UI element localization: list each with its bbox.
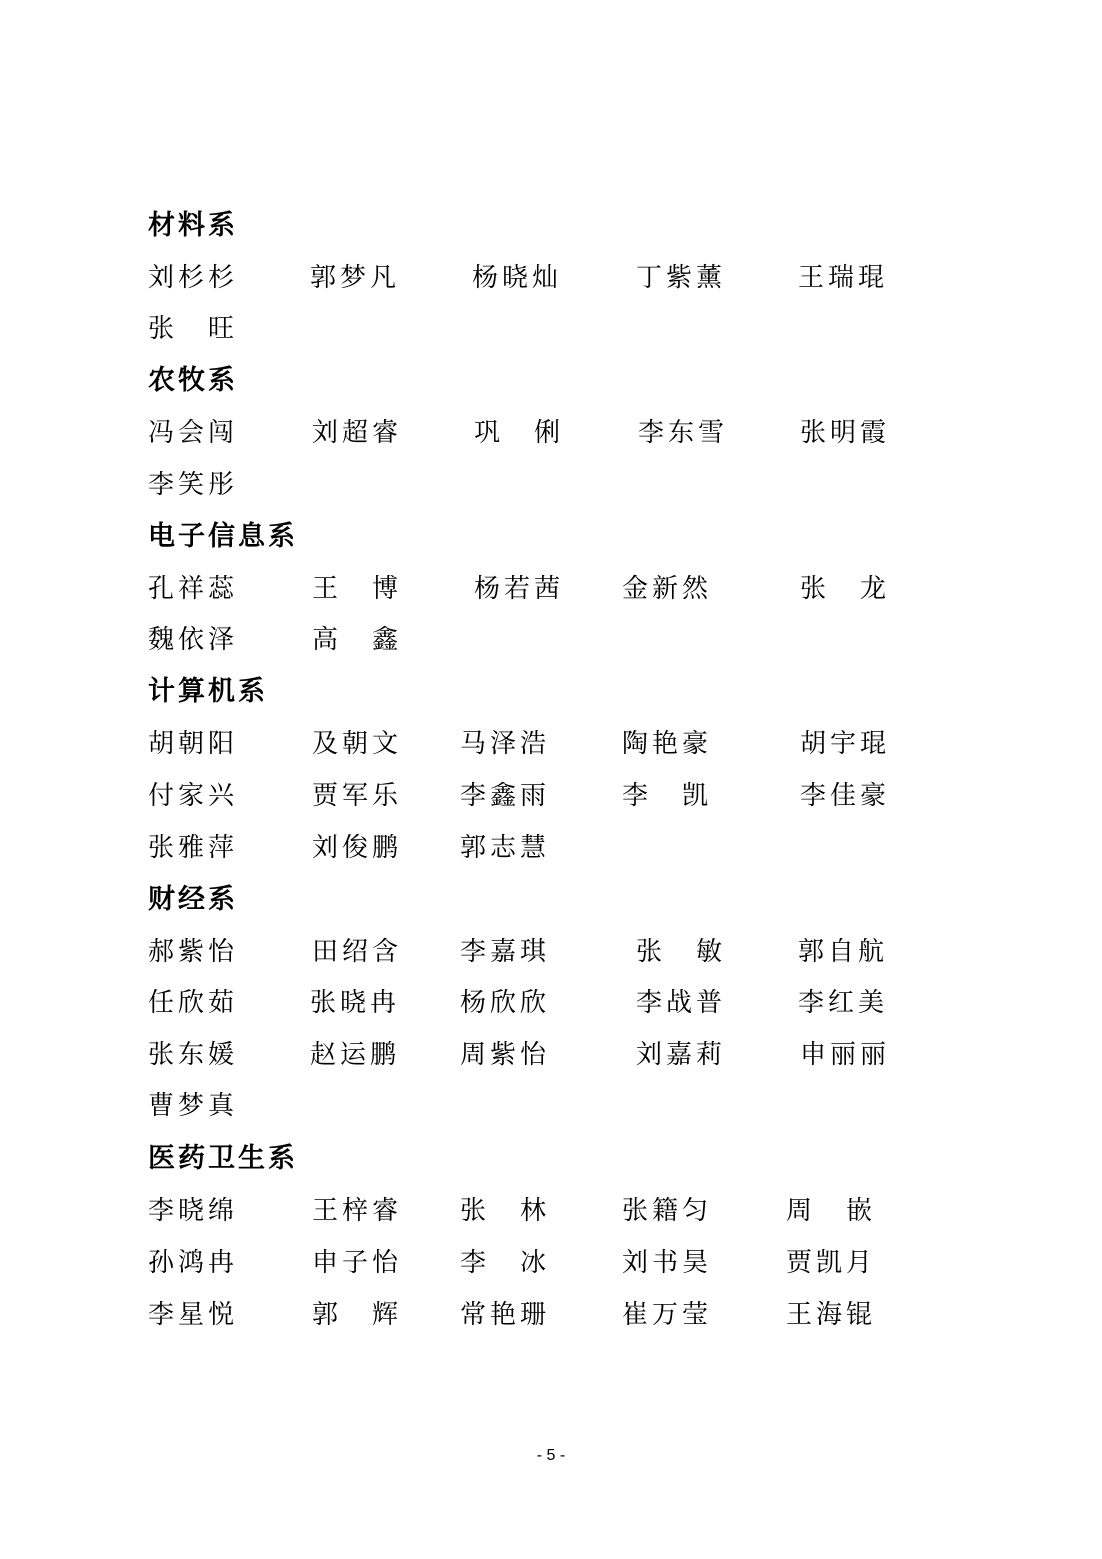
name-cell: 郭 辉 xyxy=(312,1300,403,1330)
name-cell: 郭志慧 xyxy=(460,833,551,863)
name-cell: 李战普 xyxy=(636,988,727,1018)
section-heading-agriculture: 农牧系 xyxy=(148,365,238,396)
name-cell: 李晓绵 xyxy=(148,1196,239,1226)
name-cell: 任欣茹 xyxy=(148,988,239,1018)
name-cell: 李东雪 xyxy=(638,418,729,448)
name-cell: 张 旺 xyxy=(148,314,239,344)
name-cell: 郭自航 xyxy=(798,937,889,967)
name-cell: 王梓睿 xyxy=(312,1196,403,1226)
name-cell: 张籍匀 xyxy=(622,1196,713,1226)
name-cell: 张 敏 xyxy=(636,937,727,967)
name-cell: 常艳珊 xyxy=(460,1300,551,1330)
name-cell: 马泽浩 xyxy=(460,729,551,759)
name-cell: 张明霞 xyxy=(800,418,891,448)
name-cell: 付家兴 xyxy=(148,781,239,811)
name-cell: 王 博 xyxy=(312,574,403,604)
name-cell: 贾军乐 xyxy=(312,781,403,811)
name-cell: 李红美 xyxy=(798,988,889,1018)
name-cell: 孙鸿冉 xyxy=(148,1248,239,1278)
name-cell: 胡宇琨 xyxy=(800,729,891,759)
name-cell: 张东媛 xyxy=(148,1040,239,1070)
page-number: - 5 - xyxy=(536,1447,566,1464)
name-cell: 冯会闯 xyxy=(148,418,239,448)
name-cell: 陶艳豪 xyxy=(622,729,713,759)
name-cell: 赵运鹏 xyxy=(310,1040,401,1070)
name-cell: 金新然 xyxy=(622,574,713,604)
name-cell: 申丽丽 xyxy=(800,1040,891,1070)
section-heading-medicine: 医药卫生系 xyxy=(148,1143,298,1174)
name-cell: 张晓冉 xyxy=(310,988,401,1018)
name-cell: 李嘉琪 xyxy=(460,937,551,967)
name-cell: 李佳豪 xyxy=(800,781,891,811)
name-cell: 孔祥蕊 xyxy=(148,574,239,604)
section-heading-materials: 材料系 xyxy=(148,210,238,241)
name-cell: 李鑫雨 xyxy=(460,781,551,811)
name-cell: 及朝文 xyxy=(312,729,403,759)
name-cell: 郝紫怡 xyxy=(148,937,239,967)
name-cell: 刘书昊 xyxy=(622,1248,713,1278)
name-cell: 杨若茜 xyxy=(474,574,565,604)
name-cell: 刘俊鹏 xyxy=(312,833,403,863)
name-cell: 李 凯 xyxy=(622,781,713,811)
name-cell: 胡朝阳 xyxy=(148,729,239,759)
name-cell: 李 冰 xyxy=(460,1248,551,1278)
name-cell: 王海锟 xyxy=(786,1300,877,1330)
name-cell: 杨晓灿 xyxy=(472,263,563,293)
name-cell: 曹梦真 xyxy=(148,1091,239,1121)
name-cell: 丁紫薰 xyxy=(636,263,727,293)
name-cell: 田绍含 xyxy=(312,937,403,967)
name-cell: 崔万莹 xyxy=(622,1300,713,1330)
name-cell: 周紫怡 xyxy=(460,1040,551,1070)
name-cell: 周 嵌 xyxy=(786,1196,877,1226)
name-cell: 杨欣欣 xyxy=(460,988,551,1018)
section-heading-computer: 计算机系 xyxy=(148,676,268,707)
name-cell: 张 龙 xyxy=(800,574,891,604)
name-cell: 刘超睿 xyxy=(312,418,403,448)
name-cell: 巩 俐 xyxy=(474,418,565,448)
name-cell: 郭梦凡 xyxy=(310,263,401,293)
name-cell: 王瑞琨 xyxy=(798,263,889,293)
section-heading-finance: 财经系 xyxy=(148,884,238,915)
name-cell: 张雅萍 xyxy=(148,833,239,863)
name-cell: 申子怡 xyxy=(312,1248,403,1278)
name-cell: 刘杉杉 xyxy=(148,263,239,293)
name-cell: 李星悦 xyxy=(148,1300,239,1330)
name-cell: 李笑彤 xyxy=(148,470,239,500)
name-cell: 贾凯月 xyxy=(786,1248,877,1278)
name-cell: 刘嘉莉 xyxy=(636,1040,727,1070)
name-cell: 张 林 xyxy=(460,1196,551,1226)
name-cell: 魏依泽 xyxy=(148,625,239,655)
name-cell: 高 鑫 xyxy=(312,625,403,655)
section-heading-electronics: 电子信息系 xyxy=(148,521,298,552)
